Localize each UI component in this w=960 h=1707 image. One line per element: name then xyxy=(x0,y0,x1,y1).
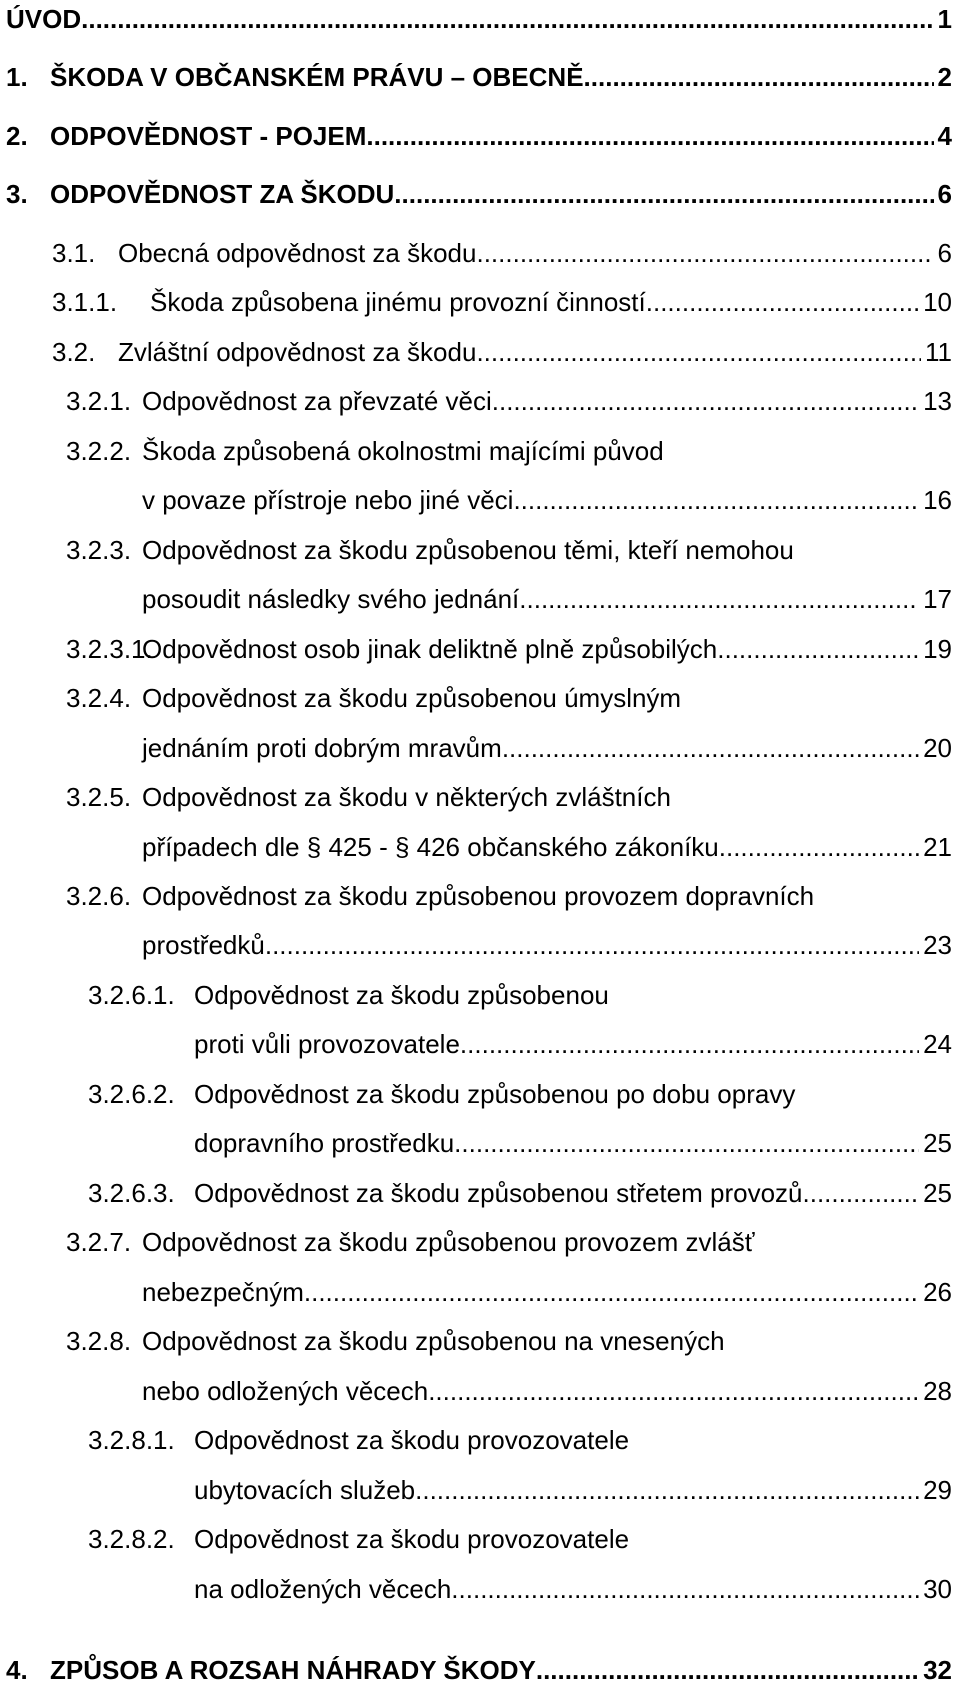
toc-entry-title: ZPŮSOB A ROZSAH NÁHRADY ŠKODY xyxy=(50,1655,536,1685)
toc-entry-title: ubytovacích služeb xyxy=(194,1475,416,1505)
toc-entry-number: 3.1.1. xyxy=(52,287,118,317)
toc-page-number: 32 xyxy=(923,1655,952,1685)
toc-entry-number: 3.2.6.1. xyxy=(88,980,175,1010)
toc-entry-title: Odpovědnost za škodu provozovatele xyxy=(194,1425,630,1455)
toc-entry-number: 1. xyxy=(6,62,28,92)
toc-entry-title: Odpovědnost za škodu způsobenou těmi, kteří nemohou xyxy=(142,535,794,565)
toc-page-number: 30 xyxy=(923,1574,952,1604)
toc-page-number: 19 xyxy=(923,634,952,664)
toc-page-number: 25 xyxy=(923,1128,952,1158)
toc-entry-number: 3.2.7. xyxy=(66,1227,132,1257)
toc-entry-title: ODPOVĚDNOST ZA ŠKODU xyxy=(50,179,395,209)
toc-entry-number: 3.2.6.3. xyxy=(88,1178,175,1208)
toc-entry-title: ÚVOD xyxy=(6,4,82,34)
toc-entry-number: 3.2.1. xyxy=(66,386,132,416)
leader-dots xyxy=(428,1374,919,1408)
toc-entry-title: Odpovědnost za škodu způsobenou úmyslným xyxy=(142,683,682,713)
leader-dots xyxy=(415,1473,919,1507)
toc-entry-title: Obecná odpovědnost za škodu xyxy=(118,238,477,268)
toc-entry-title: jednáním proti dobrým mravům xyxy=(142,733,502,763)
leader-dots xyxy=(460,1027,919,1061)
toc-page-number: 23 xyxy=(923,930,952,960)
toc-entry-title: na odložených věcech xyxy=(194,1574,452,1604)
toc-page-number: 4 xyxy=(937,121,952,151)
toc-entry-title: Škoda způsobená okolnostmi majícími původ xyxy=(142,436,664,466)
leader-dots xyxy=(803,1176,920,1210)
toc-page-number: 21 xyxy=(923,832,952,862)
leader-dots xyxy=(394,177,933,211)
toc-page-number: 6 xyxy=(937,179,952,209)
toc-entry-number: 3.2.5. xyxy=(66,782,132,812)
toc-entry-number: 3.2.4. xyxy=(66,683,132,713)
leader-dots xyxy=(502,731,919,765)
toc-entry-title: posoudit následky svého jednání xyxy=(142,584,520,614)
toc-page-number: 17 xyxy=(923,584,952,614)
leader-dots xyxy=(492,384,919,418)
toc-entry-title: Odpovědnost za škodu způsobenou střetem provozů xyxy=(194,1178,803,1208)
toc-entry-title: prostředků xyxy=(142,930,265,960)
toc-entry-number: 3.2.6.2. xyxy=(88,1079,175,1109)
toc-page-number: 10 xyxy=(923,287,952,317)
toc-page-number: 1 xyxy=(937,4,952,34)
toc-entry-number: 2. xyxy=(6,121,28,151)
toc-entry-title: proti vůli provozovatele xyxy=(194,1029,460,1059)
toc-entry-number: 3.2. xyxy=(52,337,96,367)
toc-page-number: 26 xyxy=(923,1277,952,1307)
leader-dots xyxy=(476,236,933,270)
toc-entry-title: Odpovědnost za škodu způsobenou provozem zvlášť xyxy=(142,1227,755,1257)
leader-dots xyxy=(476,335,921,369)
leader-dots xyxy=(536,1653,919,1687)
toc-entry-number: 4. xyxy=(6,1655,28,1685)
toc-entry-title: Škoda způsobena jinému provozní činností xyxy=(150,287,646,317)
toc-page-number: 28 xyxy=(923,1376,952,1406)
leader-dots xyxy=(265,928,919,962)
leader-dots xyxy=(454,1126,919,1160)
toc-entry-number: 3. xyxy=(6,179,28,209)
leader-dots xyxy=(519,582,919,616)
toc-entry-title: Odpovědnost za škodu způsobenou po dobu opravy xyxy=(194,1079,796,1109)
leader-dots xyxy=(451,1572,919,1606)
toc-entry-number: 3.2.3. xyxy=(66,535,132,565)
toc-entry-number: 3.2.8.1. xyxy=(88,1425,175,1455)
toc-entry-title: ŠKODA V OBČANSKÉM PRÁVU – OBECNĚ xyxy=(50,62,584,92)
toc-page-number: 25 xyxy=(923,1178,952,1208)
leader-dots xyxy=(719,830,919,864)
toc-entry-number: 3.2.2. xyxy=(66,436,132,466)
toc-entry-number: 3.2.8.2. xyxy=(88,1524,175,1554)
toc-page-number: 20 xyxy=(923,733,952,763)
toc-entry-title: nebo odložených věcech xyxy=(142,1376,429,1406)
toc-entry-title: Zvláštní odpovědnost za škodu xyxy=(118,337,477,367)
leader-dots xyxy=(584,60,934,94)
leader-dots xyxy=(513,483,919,517)
toc-entry-title: dopravního prostředku xyxy=(194,1128,455,1158)
leader-dots xyxy=(366,119,933,153)
toc-entry-title: nebezpečným xyxy=(142,1277,304,1307)
toc-page-number: 2 xyxy=(937,62,952,92)
toc-page-number: 24 xyxy=(923,1029,952,1059)
toc-entry-number: 3.1. xyxy=(52,238,96,268)
toc-entry-number: 3.2.8. xyxy=(66,1326,132,1356)
leader-dots xyxy=(81,2,933,36)
toc-entry-title: Odpovědnost za škodu způsobenou provozem dopravních xyxy=(142,881,815,911)
toc-entry-number: 3.2.6. xyxy=(66,881,132,911)
toc-entry-title: Odpovědnost za škodu provozovatele xyxy=(194,1524,630,1554)
leader-dots xyxy=(304,1275,919,1309)
toc-entry-number: 3.2.3.1. xyxy=(66,634,153,664)
toc-page-number: 16 xyxy=(923,485,952,515)
toc-entry-title: Odpovědnost za škodu způsobenou xyxy=(194,980,609,1010)
leader-dots xyxy=(717,632,919,666)
toc-page-number: 29 xyxy=(923,1475,952,1505)
toc-page-number: 6 xyxy=(937,238,952,268)
toc-page-number: 11 xyxy=(925,337,952,367)
toc-entry-title: Odpovědnost za škodu v některých zvláštních xyxy=(142,782,671,812)
toc-entry-title: Odpovědnost za škodu způsobenou na vnesených xyxy=(142,1326,725,1356)
toc-entry-title: ODPOVĚDNOST - POJEM xyxy=(50,121,367,151)
toc-page-number: 13 xyxy=(923,386,952,416)
toc-entry-title: případech dle § 425 - § 426 občanského zákoníku xyxy=(142,832,719,862)
toc-entry-title: Odpovědnost za převzaté věci xyxy=(142,386,492,416)
toc-entry-title: Odpovědnost osob jinak deliktně plně způsobilých xyxy=(142,634,718,664)
leader-dots xyxy=(646,285,919,319)
toc-entry-title: v povaze přístroje nebo jiné věci xyxy=(142,485,514,515)
